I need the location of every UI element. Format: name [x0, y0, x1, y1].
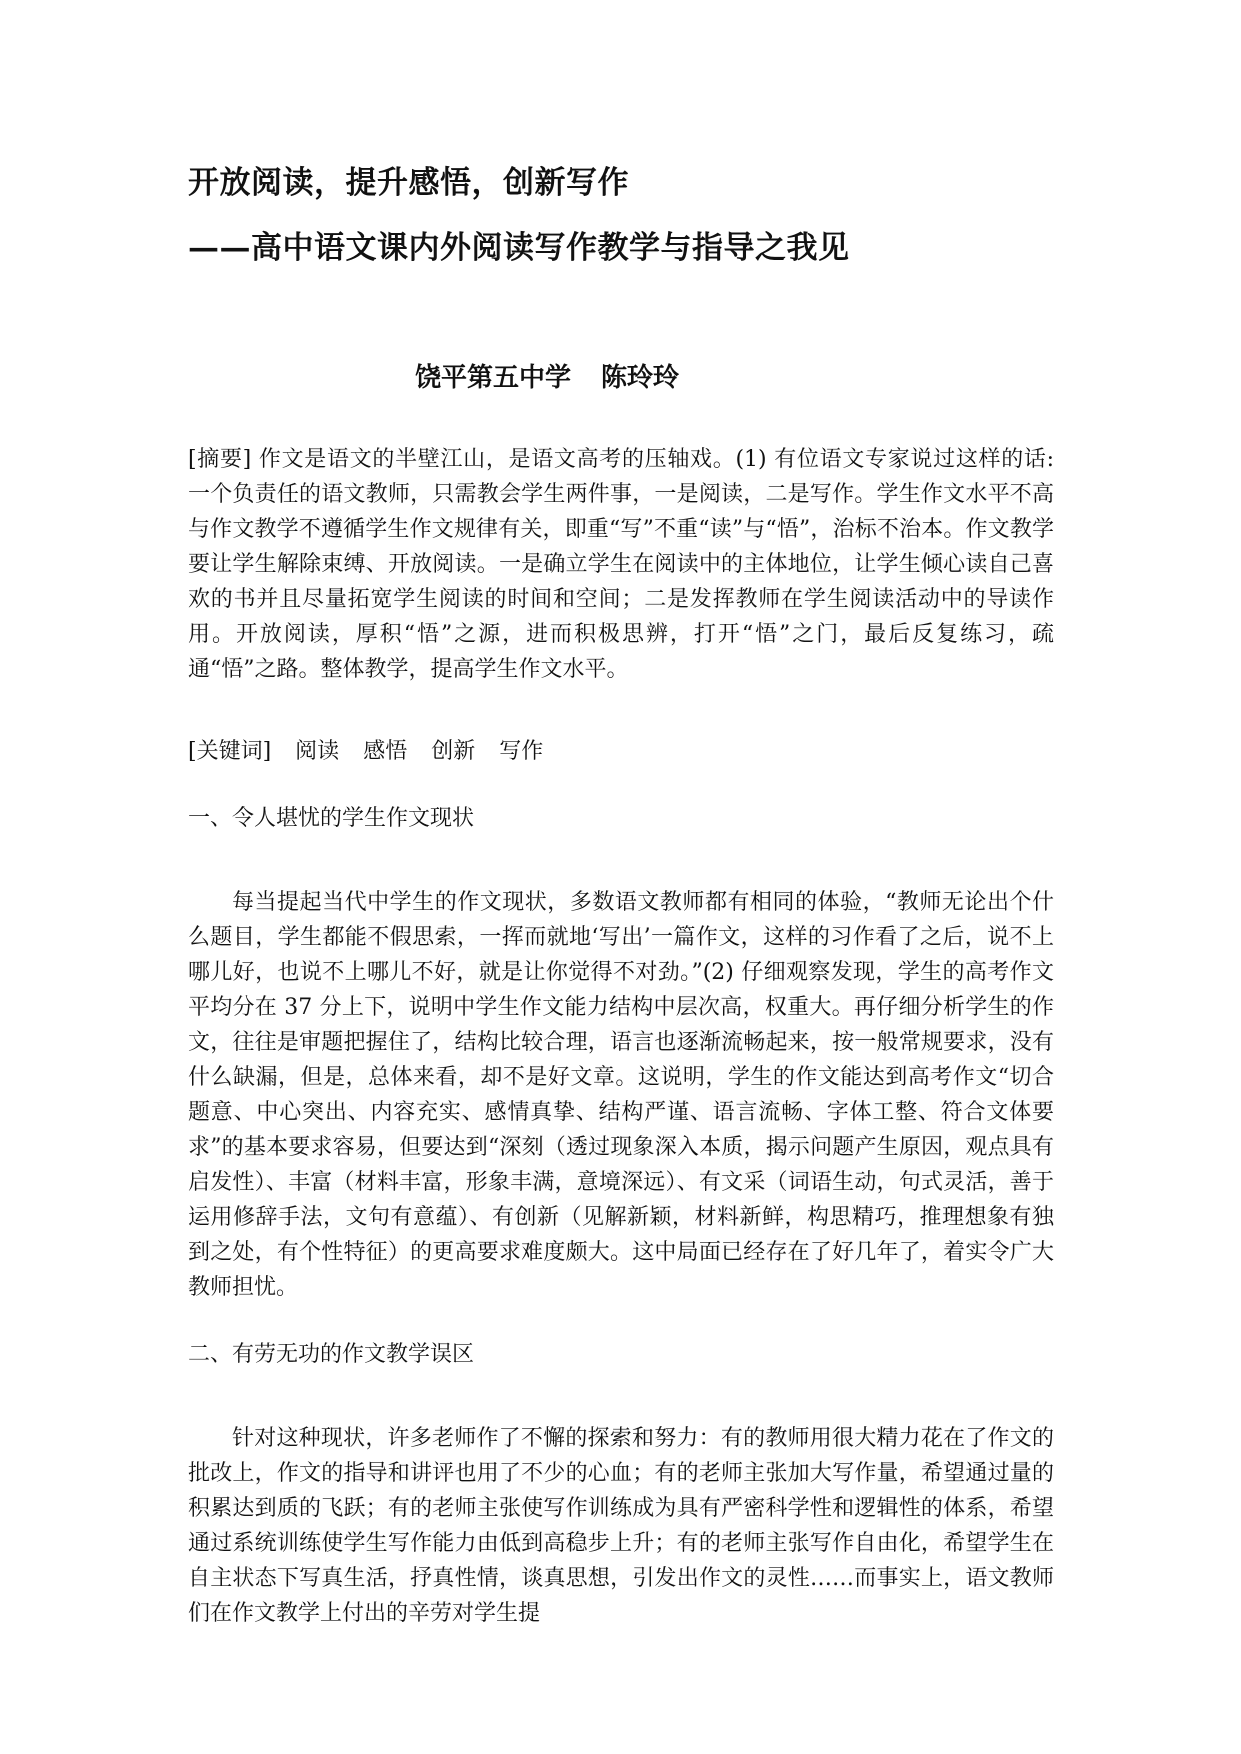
section-paragraph: 每当提起当代中学生的作文现状，多数语文教师都有相同的体验，“教师无论出个什么题目，学生都能不假思索，一挥而就地‘写出’一篇作文，这样的习作看了之后，说不上哪儿好，也说不上哪儿不好，就是让你觉得不对劲。”(2) 仔细观察发现，学生的高考作文平均分在 37 分上下，说明中学生作文能力结构中层次高，权重大。再仔细分析学生的作文，往往是审题把握住了，结构比较合理，语言也逐渐流畅起来，按一般常规要求，没有什么缺漏，但是，总体来看，却不是好文章。这说明，学生的作文能达到高考作文“切合题意、中心突出、内容充实、感情真挚、结构严谨、语言流畅、字体工整、符合文体要求”的基本要求容易，但要达到“深刻（透过现象深入本质，揭示问题产生原因，观点具有启发性）、丰富（材料丰富，形象丰满，意境深远）、有文采（词语生动，句式灵活，善于运用修辞手法，文句有意蕴）、有创新（见解新颖，材料新鲜，构思精巧，推理想象有独到之处，有个性特征）的更高要求难度颇大。这中局面已经存在了好几年了，着实令广大教师担忧。 — [188, 890, 1054, 1300]
document-title: 开放阅读，提升感悟，创新写作 — [188, 165, 629, 201]
keywords-label: [关键词] — [188, 739, 272, 764]
document-subtitle: ——高中语文课内外阅读写作教学与指导之我见 — [188, 230, 850, 266]
author-line — [415, 360, 679, 396]
keyword-item: 创新 — [431, 739, 476, 764]
author-name: 陈玲玲 — [601, 363, 680, 393]
section-heading: 一、令人堪忧的学生作文现状 — [188, 806, 475, 831]
section-paragraph: 针对这种现状，许多老师作了不懈的探索和努力：有的教师用很大精力花在了作文的批改上，作文的指导和讲评也用了不少的心血；有的老师主张加大写作量，希望通过量的积累达到质的飞跃；有的老师主张使写作训练成为具有严密科学性和逻辑性的体系，希望通过系统训练使学生写作能力由低到高稳步上升；有的老师主张写作自由化，希望学生在自主状态下写真生活，抒真性情，谈真思想，引发出作文的灵性……而事实上，语文教师们在作文教学上付出的辛劳对学生提 — [188, 1426, 1054, 1626]
section-heading: 二、有劳无功的作文教学误区 — [188, 1342, 475, 1367]
abstract-paragraph: [摘要] 作文是语文的半壁江山，是语文高考的压轴戏。(1) 有位语文专家说过这样的话: 一个负责任的语文教师，只需教会学生两件事，一是阅读，二是写作。学生作文水平不高与作文教学不遵循学生作文规律有关，即重“写”不重“读”与“悟”，治标不治本。作文教学要让学生解除束缚、开放阅读。一是确立学生在阅读中的主体地位，让学生倾心读自己喜欢的书并且尽量拓宽学生阅读的时间和空间；二是发挥教师在学生阅读活动中的导读作用。开放阅读，厚积“悟”之源，进而积极思辨，打开“悟”之门，最后反复练习，疏通“悟”之路。整体教学，提高学生作文水平。 — [188, 447, 1054, 682]
keyword-item: 感悟 — [363, 739, 408, 764]
author-school: 饶平第五中学 — [415, 363, 572, 393]
keywords-line — [188, 734, 1054, 769]
keyword-item: 写作 — [499, 739, 544, 764]
keyword-item: 阅读 — [295, 739, 340, 764]
